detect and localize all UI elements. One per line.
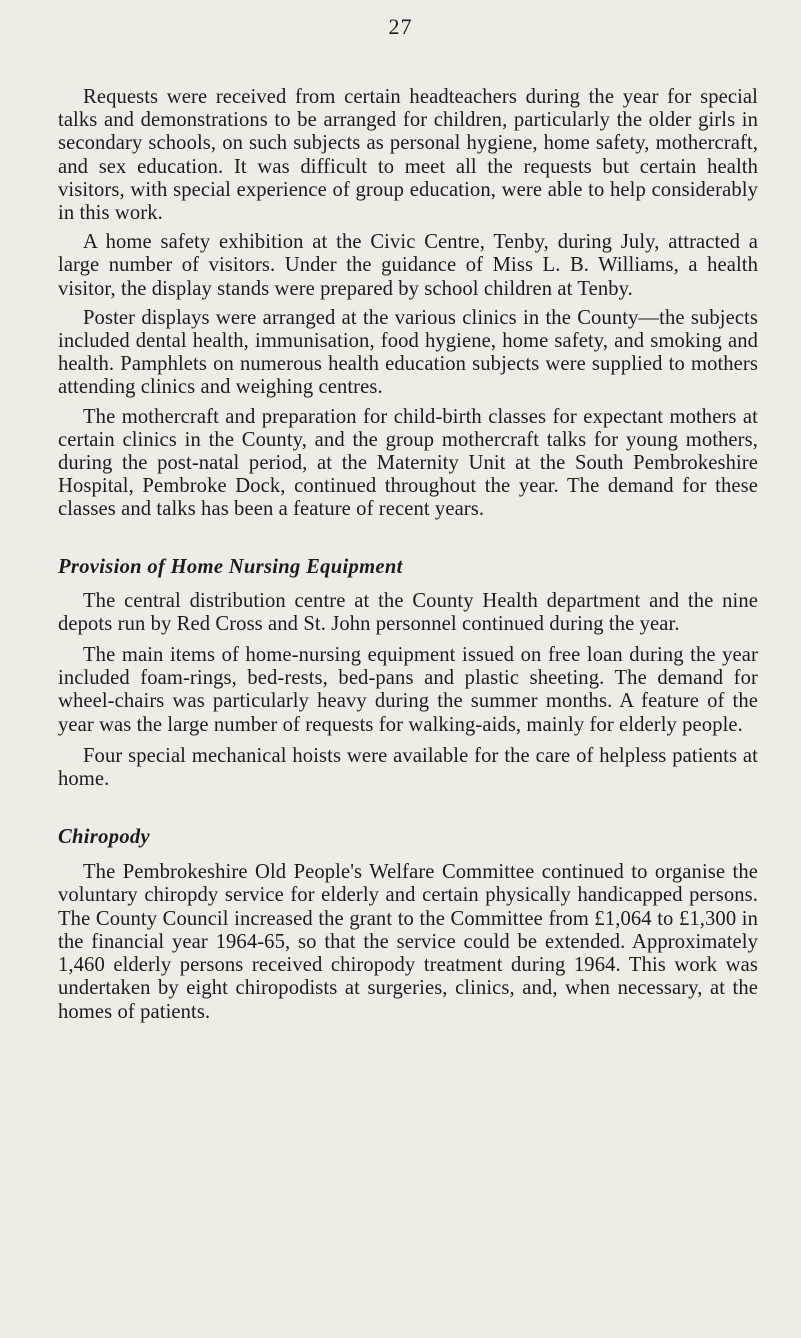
paragraph-hoists: Four special mechanical hoists were available for the care of helpless patients at home. [58,744,758,791]
paragraph-mothercraft: The mothercraft and preparation for child-birth classes for expectant mothers at certain clinics in the County, and the group mothercraft talks for young mothers, during the post-natal period, at the Maternity Unit at the South Pembrokeshire Hospital, Pembroke Dock, continued throughout the year. The demand for these classes and talks has been a feature of recent years. [58,405,758,521]
paragraph-posters: Poster displays were arranged at the various clinics in the County—the subjects included dental health, immunisation, food hygiene, home safety, and smoking and health. Pamphlets on numerous health education subjects were supplied to mothers attending clinics and weighing centres. [58,306,758,399]
paragraph-distribution: The central distribution centre at the County Health department and the nine depots run by Red Cross and St. John personnel continued during the year. [58,589,758,635]
section-heading-chiropody: Chiropody [58,826,150,849]
page-body [58,86,758,1024]
section-heading-nursing-equipment: Provision of Home Nursing Equipment [58,555,403,578]
paragraph-exhibition: A home safety exhibition at the Civic Centre, Tenby, during July, attracted a large number of visitors. Under the guidance of Miss L. B. Williams, a health visitor, the display stands were prepared by school children at Tenby. [58,231,758,300]
paragraph-talks: Requests were received from certain headteachers during the year for special talks and demonstrations to be arranged for children, particularly the older girls in secondary schools, on such subjects as personal hygiene, home safety, mothercraft, and sex education. It was difficult to meet all the requests but certain health visitors, with special experience of group education, were able to help considerably in this work. [58,86,758,225]
paragraph-chiropody: The Pembrokeshire Old People's Welfare Committee continued to organise the voluntary chiropdy service for elderly and certain physically handicapped persons. The County Council increased the grant to the Committee from £1,064 to £1,300 in the financial year 1964-65, so that the service could be extended. Approximately 1,460 elderly persons received chiropody treatment during 1964. This work was undertaken by eight chiropodists at surgeries, clinics, and, when necessary, at the homes of patients. [58,861,758,1023]
paragraph-equipment-items: The main items of home-nursing equipment issued on free loan during the year included foam-rings, bed-rests, bed-pans and plastic sheeting. The demand for wheel-chairs was particularly heavy during the summer months. A feature of the year was the large number of requests for walking-aids, mainly for elderly people. [58,644,758,736]
chiropody-section [58,825,758,1023]
intro-section [58,86,758,522]
nursing-equipment-section [58,555,758,792]
page-number: 27 [388,14,413,39]
